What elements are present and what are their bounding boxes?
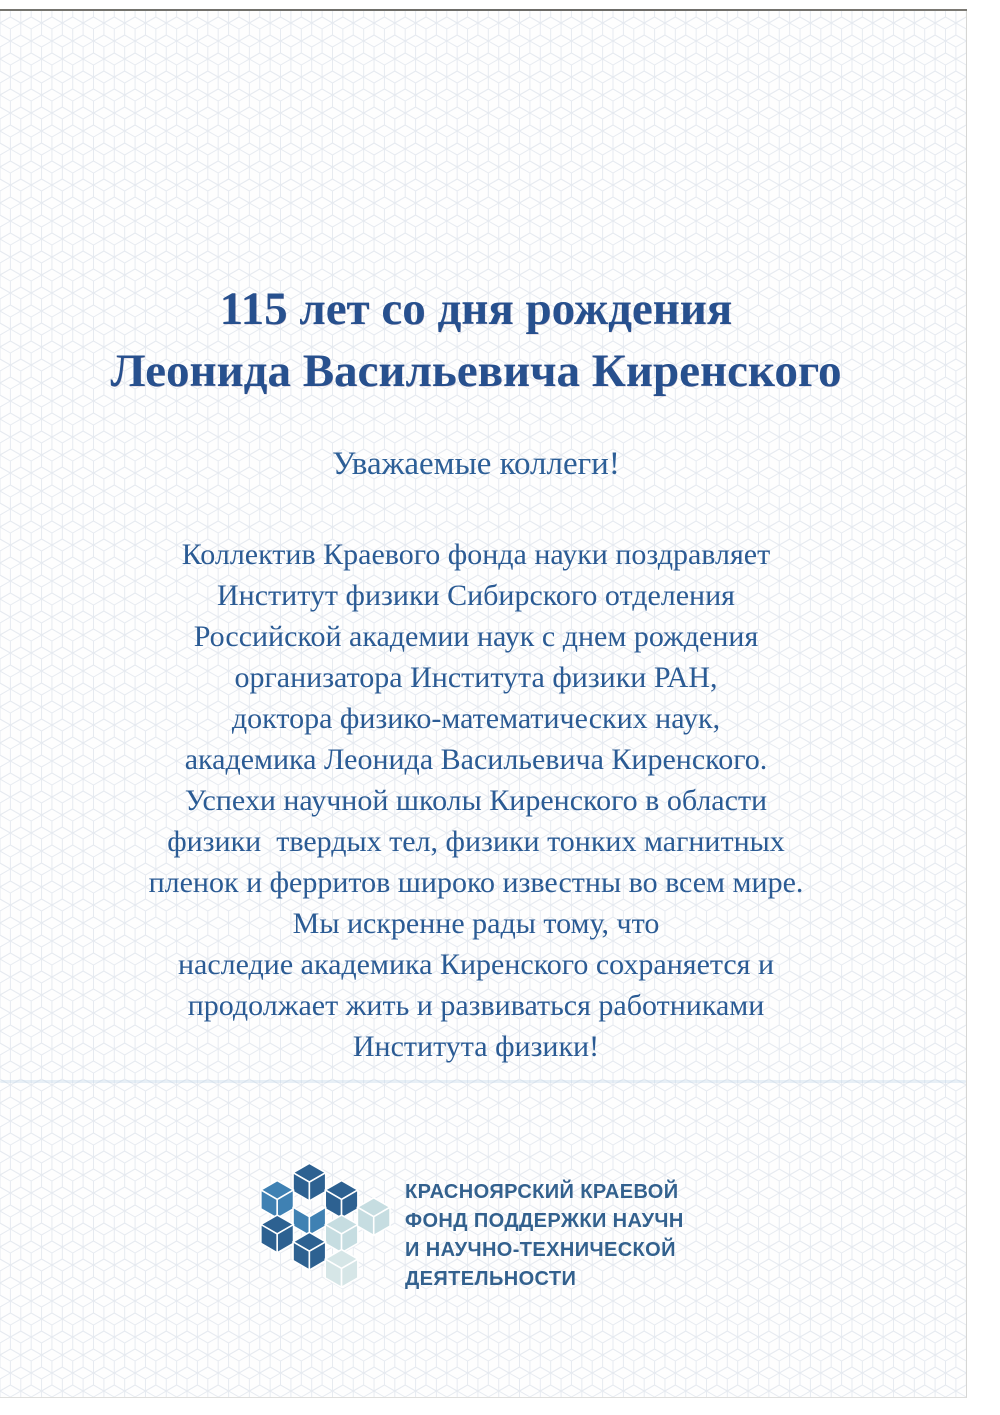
body-line: Российской академии наук с днем рождения bbox=[193, 620, 759, 653]
body-line: Института физики! bbox=[352, 1030, 600, 1063]
body-line: Мы искренне рады тому, что bbox=[292, 907, 660, 940]
title-line-2: Леонида Васильевича Киренского bbox=[110, 345, 842, 397]
body-line: Коллектив Краевого фонда науки поздравляет bbox=[181, 538, 771, 571]
body-line: Успехи научной школы Киренского в области bbox=[184, 784, 768, 817]
logo-text-line: ДЕЯТЕЛЬНОСТИ bbox=[405, 1268, 577, 1290]
logo-text-line: ФОНД ПОДДЕРЖКИ НАУЧН bbox=[405, 1210, 684, 1232]
cube-cluster-icon bbox=[256, 1160, 391, 1289]
body-line: организатора Института физики РАН, bbox=[234, 661, 718, 694]
letter-body bbox=[0, 534, 952, 1067]
salutation: Уважаемые коллеги! bbox=[332, 446, 620, 482]
logo-text-line: КРАСНОЯРСКИЙ КРАЕВОЙ bbox=[405, 1181, 679, 1203]
body-line: доктора физико-математических наук, bbox=[231, 702, 721, 735]
letter-title bbox=[0, 278, 952, 402]
title-line-1: 115 лет со дня рождения bbox=[219, 283, 733, 335]
foundation-logo-text bbox=[405, 1178, 684, 1294]
body-line: продолжает жить и развиваться работниками bbox=[187, 989, 765, 1022]
body-line: Институт физики Сибирского отделения bbox=[217, 579, 735, 612]
body-line: пленок и ферритов широко известны во всем мире. bbox=[148, 866, 804, 899]
body-line: академика Леонида Васильевича Киренского. bbox=[184, 743, 768, 776]
body-line: наследие академика Киренского сохраняется и bbox=[177, 948, 775, 981]
logo-text-line: И НАУЧНО-ТЕХНИЧЕСКОЙ bbox=[405, 1239, 676, 1261]
foundation-logo bbox=[256, 1156, 816, 1306]
body-line: физики твердых тел, физики тонких магнитных bbox=[167, 825, 785, 858]
